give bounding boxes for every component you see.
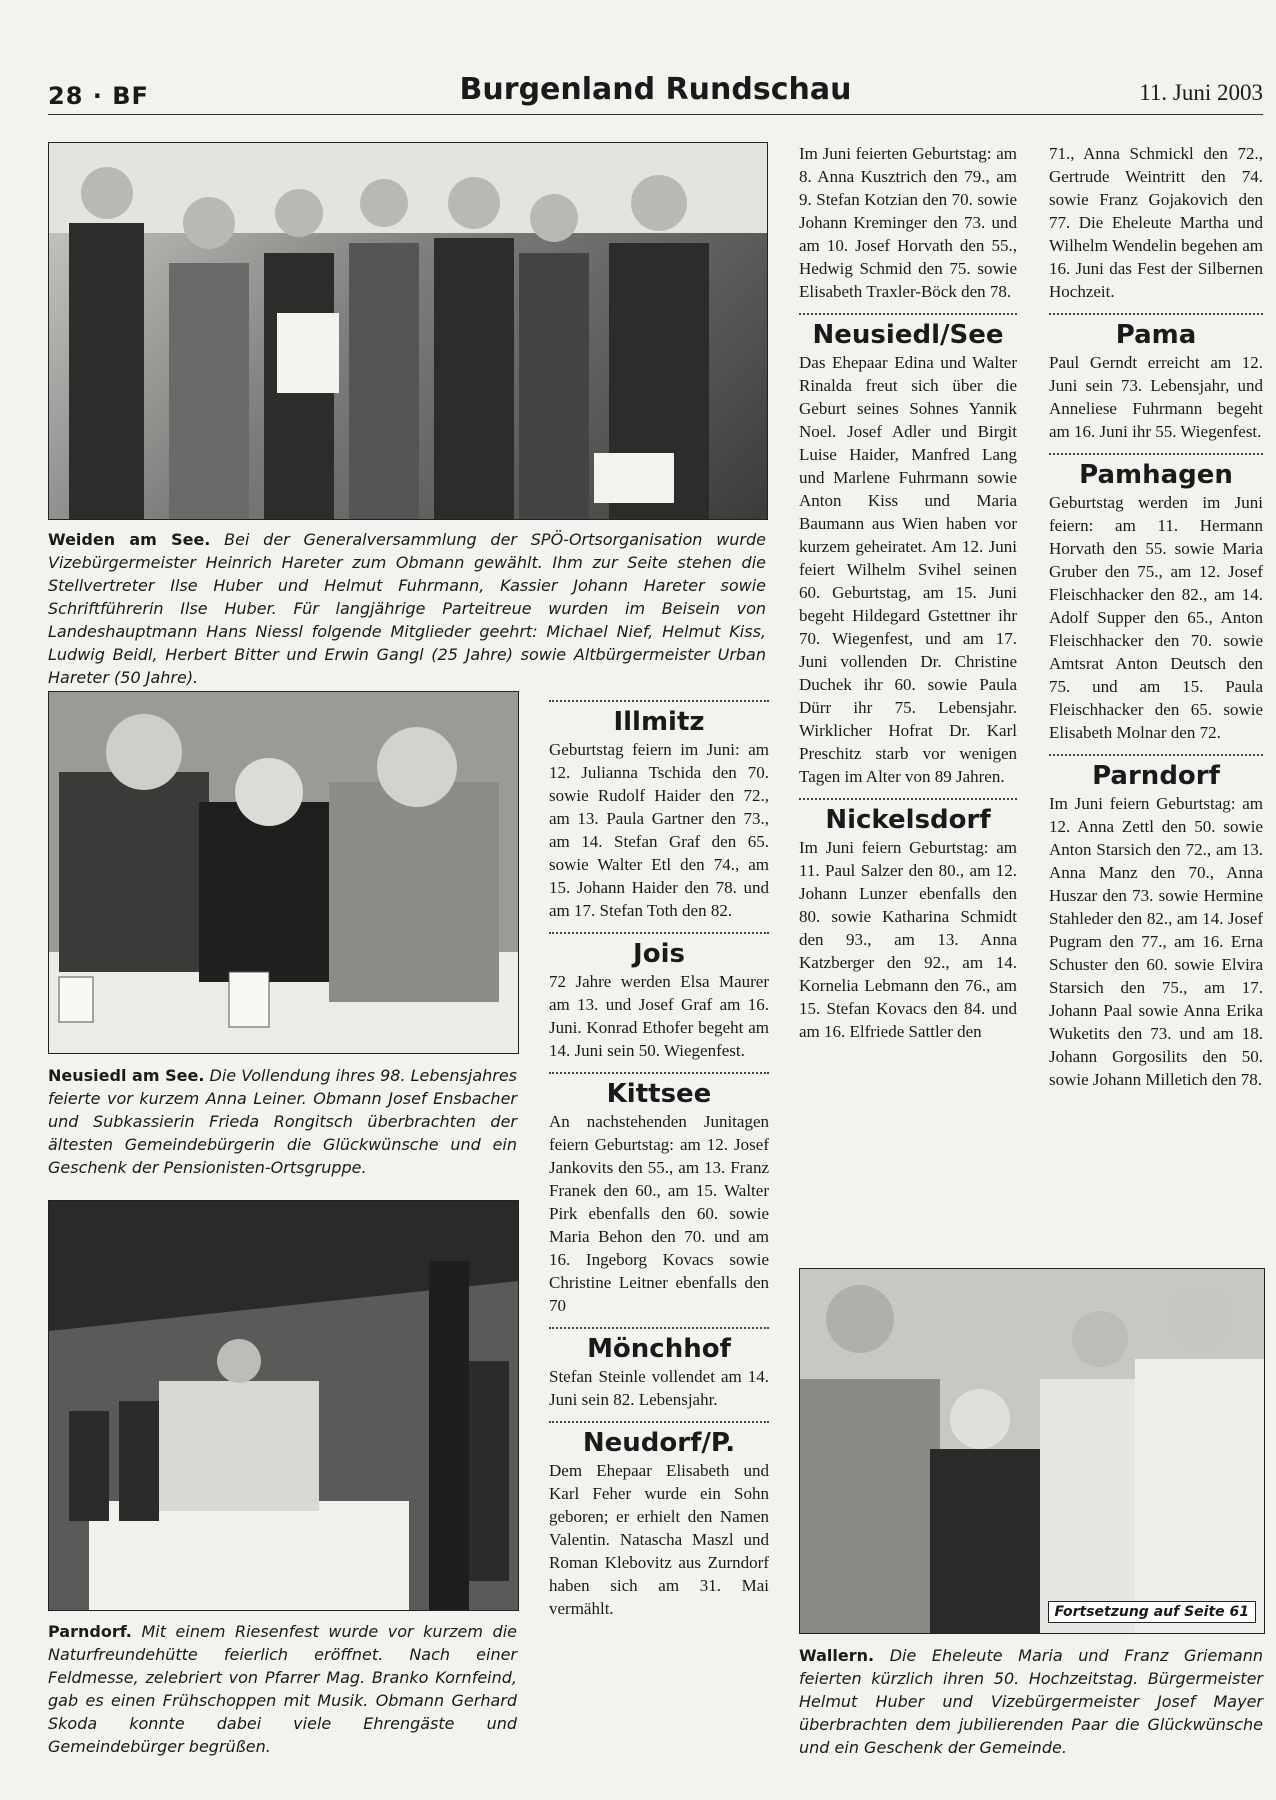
caption-neusiedl (48, 1064, 517, 1179)
column-2 (799, 142, 1017, 1043)
section-text: Im Juni feiern Geburtstag: am 12. Anna Zettl den 50. sowie Anton Starsich den 72., am 13. Anna Manz den 70., Anna Huszar den 73. sowie Hermine Stahleder den 82., am 14. Josef Pugram den 77., am 16. Erna Schuster den 60. sowie Elvira Starsich den 75., am 17. Johann Paal sowie Anna Erika Wuketits den 73. und am 18. Johann Gorgosilits den 50. sowie Johann Milletich den 78. (1049, 794, 1263, 1089)
continued-note: Fortsetzung auf Seite 61 (1048, 1601, 1257, 1623)
section-title: Mönchhof (587, 1334, 731, 1364)
section-title: Neudorf/P. (582, 1428, 736, 1458)
caption-place: Wallern. (799, 1646, 875, 1665)
divider (1049, 453, 1263, 455)
section-text: Geburtstag werden im Juni feiern: am 11. Hermann Horvath den 55. sowie Maria Gruber den 75., am 12. Josef Fleischhacker den 82., am 14. Adolf Supper den 65., Anton Fleischhacker den 70. sowie Amtsrat Anton Deutsch den 75. und am 15. Paula Fleischhacker den 65. sowie Elisabeth Molnar den 72. (1049, 493, 1263, 742)
divider (549, 1421, 769, 1423)
divider (549, 1327, 769, 1329)
section-title: Illmitz (613, 707, 705, 737)
section-parndorf (1049, 754, 1263, 1091)
photo-neusiedl-birthday (48, 691, 519, 1054)
photo-wallern-couple (799, 1268, 1265, 1634)
caption-place: Neusiedl am See. (48, 1066, 205, 1085)
section-neusiedl-see (799, 313, 1017, 788)
issue-date: 11. Juni 2003 (1139, 80, 1263, 105)
section-title: Pama (1115, 320, 1197, 350)
section-text: 71., Anna Schmickl den 72., Gertrude Weintritt den 74. sowie Franz Gojakovich den 77. Die Eheleute Martha und Wilhelm Wendelin begehen am 16. Juni das Fest der Silbernen Hochzeit. (1049, 144, 1263, 301)
section-text: Stefan Steinle vollendet am 14. Juni sein 82. Lebensjahr. (549, 1367, 769, 1409)
photo-weiden-group (48, 142, 768, 520)
divider (799, 798, 1017, 800)
section-text: Dem Ehepaar Elisabeth und Karl Feher wurde ein Sohn geboren; er erhielt den Namen Valentin. Natascha Maszl und Roman Klebovitz aus Zurndorf haben sich am 31. Mai vermählt. (549, 1461, 769, 1618)
column-3 (1049, 142, 1263, 1091)
section-illmitz (549, 700, 769, 922)
section-nickelsdorf-continued (1049, 142, 1263, 303)
section-text: An nachstehenden Junitagen feiern Geburtstag: am 12. Josef Jankovits den 55., am 13. Franz Franek den 60., am 15. Walter Pirk ebenfalls den 60. sowie Maria Behon den 70. und am 16. Ingeborg Kovacs sowie Christine Leitner ebenfalls den 70 (549, 1112, 769, 1315)
section-pamhagen (1049, 453, 1263, 744)
caption-weiden (48, 528, 766, 689)
section-text: Geburtstag feiern im Juni: am 12. Julianna Tschida den 70. sowie Rudolf Haider den 72., am 13. Paula Gartner den 73., am 14. Stefan Graf den 65. sowie Walter Etl den 74., am 15. Johann Haider den 78. und am 17. Stefan Toth den 82. (549, 740, 769, 920)
page-number: 28 · BF (48, 82, 149, 110)
section-title: Jois (633, 939, 685, 969)
column-1 (549, 700, 769, 1620)
section-title: Neusiedl/See (812, 320, 1004, 350)
divider (549, 932, 769, 934)
section-text: Im Juni feiern Geburtstag: am 11. Paul Salzer den 80., am 12. Johann Lunzer ebenfalls den 80. sowie Katharina Schmidt den 93., am 13. Anna Katzberger den 92., am 14. Kornelia Lebmann den 76., am 15. Stefan Kovacs den 84. und am 16. Elfriede Sattler den (799, 838, 1017, 1041)
section-text: Im Juni feierten Geburtstag: am 8. Anna Kusztrich den 79., am 9. Stefan Kotzian den 70. sowie Johann Kreminger den 73. und am 10. Josef Horvath den 55., Hedwig Schmid den 75. sowie Elisabeth Traxler-Böck den 78. (799, 144, 1017, 301)
section-text: Paul Gerndt erreicht am 12. Juni sein 73. Lebensjahr, und Anneliese Fuhrmann begeht am 16. Juni ihr 55. Wiegenfest. (1049, 353, 1263, 441)
divider (1049, 754, 1263, 756)
caption-text: Die Eheleute Maria und Franz Griemann feierten kürzlich ihren 50. Hochzeitstag. Bürgermeister Helmut Huber und Vizebürgermeister Josef Mayer überbrachten dem jubilierenden Paar die Glückwünsche und ein Geschenk der Gemeinde. (799, 1646, 1263, 1757)
section-jois (549, 932, 769, 1062)
caption-parndorf (48, 1620, 517, 1758)
photo-parndorf-festival (48, 1200, 519, 1611)
caption-place: Parndorf. (48, 1622, 132, 1641)
section-kittsee (549, 1072, 769, 1317)
divider (799, 313, 1017, 315)
caption-text: Mit einem Riesenfest wurde vor kurzem die Naturfreundehütte feierlich eröffnet. Nach einer Feldmesse, zelebriert von Pfarrer Mag. Branko Kornfeind, gab es einen Frühschoppen mit Musik. Obmann Gerhard Skoda konnte dabei viele Ehrengäste und Gemeindebürger begrüßen. (48, 1622, 517, 1756)
section-title: Pamhagen (1079, 460, 1233, 490)
section-neudorf (549, 1421, 769, 1620)
section-pama (1049, 313, 1263, 443)
divider (549, 700, 769, 702)
section-title: Kittsee (606, 1079, 712, 1109)
caption-wallern (799, 1644, 1263, 1759)
section-nickelsdorf (799, 798, 1017, 1043)
newspaper-title: Burgenland Rundschau (459, 72, 852, 107)
section-title: Nickelsdorf (825, 805, 991, 835)
section-moenchhof (549, 1327, 769, 1411)
page-header (48, 72, 1263, 115)
caption-place: Weiden am See. (48, 530, 211, 549)
section-neusiedl-continued (799, 142, 1017, 303)
caption-text: Die Vollendung ihres 98. Lebensjahres feierte vor kurzem Anna Leiner. Obmann Josef Ensbacher und Subkassierin Frieda Rongitsch überbrachten der ältesten Gemeindebürgerin die Glückwünsche und ein Geschenk der Pensionisten-Ortsgruppe. (48, 1066, 518, 1177)
section-text: 72 Jahre werden Elsa Maurer am 13. und Josef Graf am 16. Juni. Konrad Ethofer begeht am 14. Juni sein 50. Wiegenfest. (549, 972, 769, 1060)
section-title: Parndorf (1092, 761, 1220, 791)
section-text: Das Ehepaar Edina und Walter Rinalda freut sich über die Geburt seines Sohnes Yannik Noel. Josef Adler und Birgit Luise Haider, Manfred Lang und Marlene Fuhrmann sowie Anton Kiss und Maria Baumann aus Wien haben vor kurzem geheiratet. Am 12. Juni feiert Wilhelm Svihel seinen 60. Geburtstag, am 15. Juni begeht Hildegard Gstettner ihr 70. Wiegenfest, und am 17. Juni vollenden Dr. Christine Duchek ihr 60. sowie Paula Dürr ihr 75. Lebensjahr. Wirklicher Hofrat Dr. Karl Preschitz starb vor wenigen Tagen im Alter von 89 Jahren. (799, 353, 1017, 786)
divider (549, 1072, 769, 1074)
caption-text: Bei der Generalversammlung der SPÖ-Ortsorganisation wurde Vizebürgermeister Heinrich Hareter zum Obmann gewählt. Ihm zur Seite stehen die Stellvertreter Ilse Huber und Helmut Fuhrmann, Kassier Johann Hareter sowie Schriftführerin Ilse Huber. Für langjährige Parteitreue wurden im Beisein von Landeshauptmann Hans Niessl folgende Mitglieder geehrt: Michael Nief, Helmut Kiss, Ludwig Beidl, Herbert Bitter und Erwin Gangl (25 Jahre) sowie Altbürgermeister Urban Hareter (50 Jahre). (48, 530, 766, 687)
divider (1049, 313, 1263, 315)
